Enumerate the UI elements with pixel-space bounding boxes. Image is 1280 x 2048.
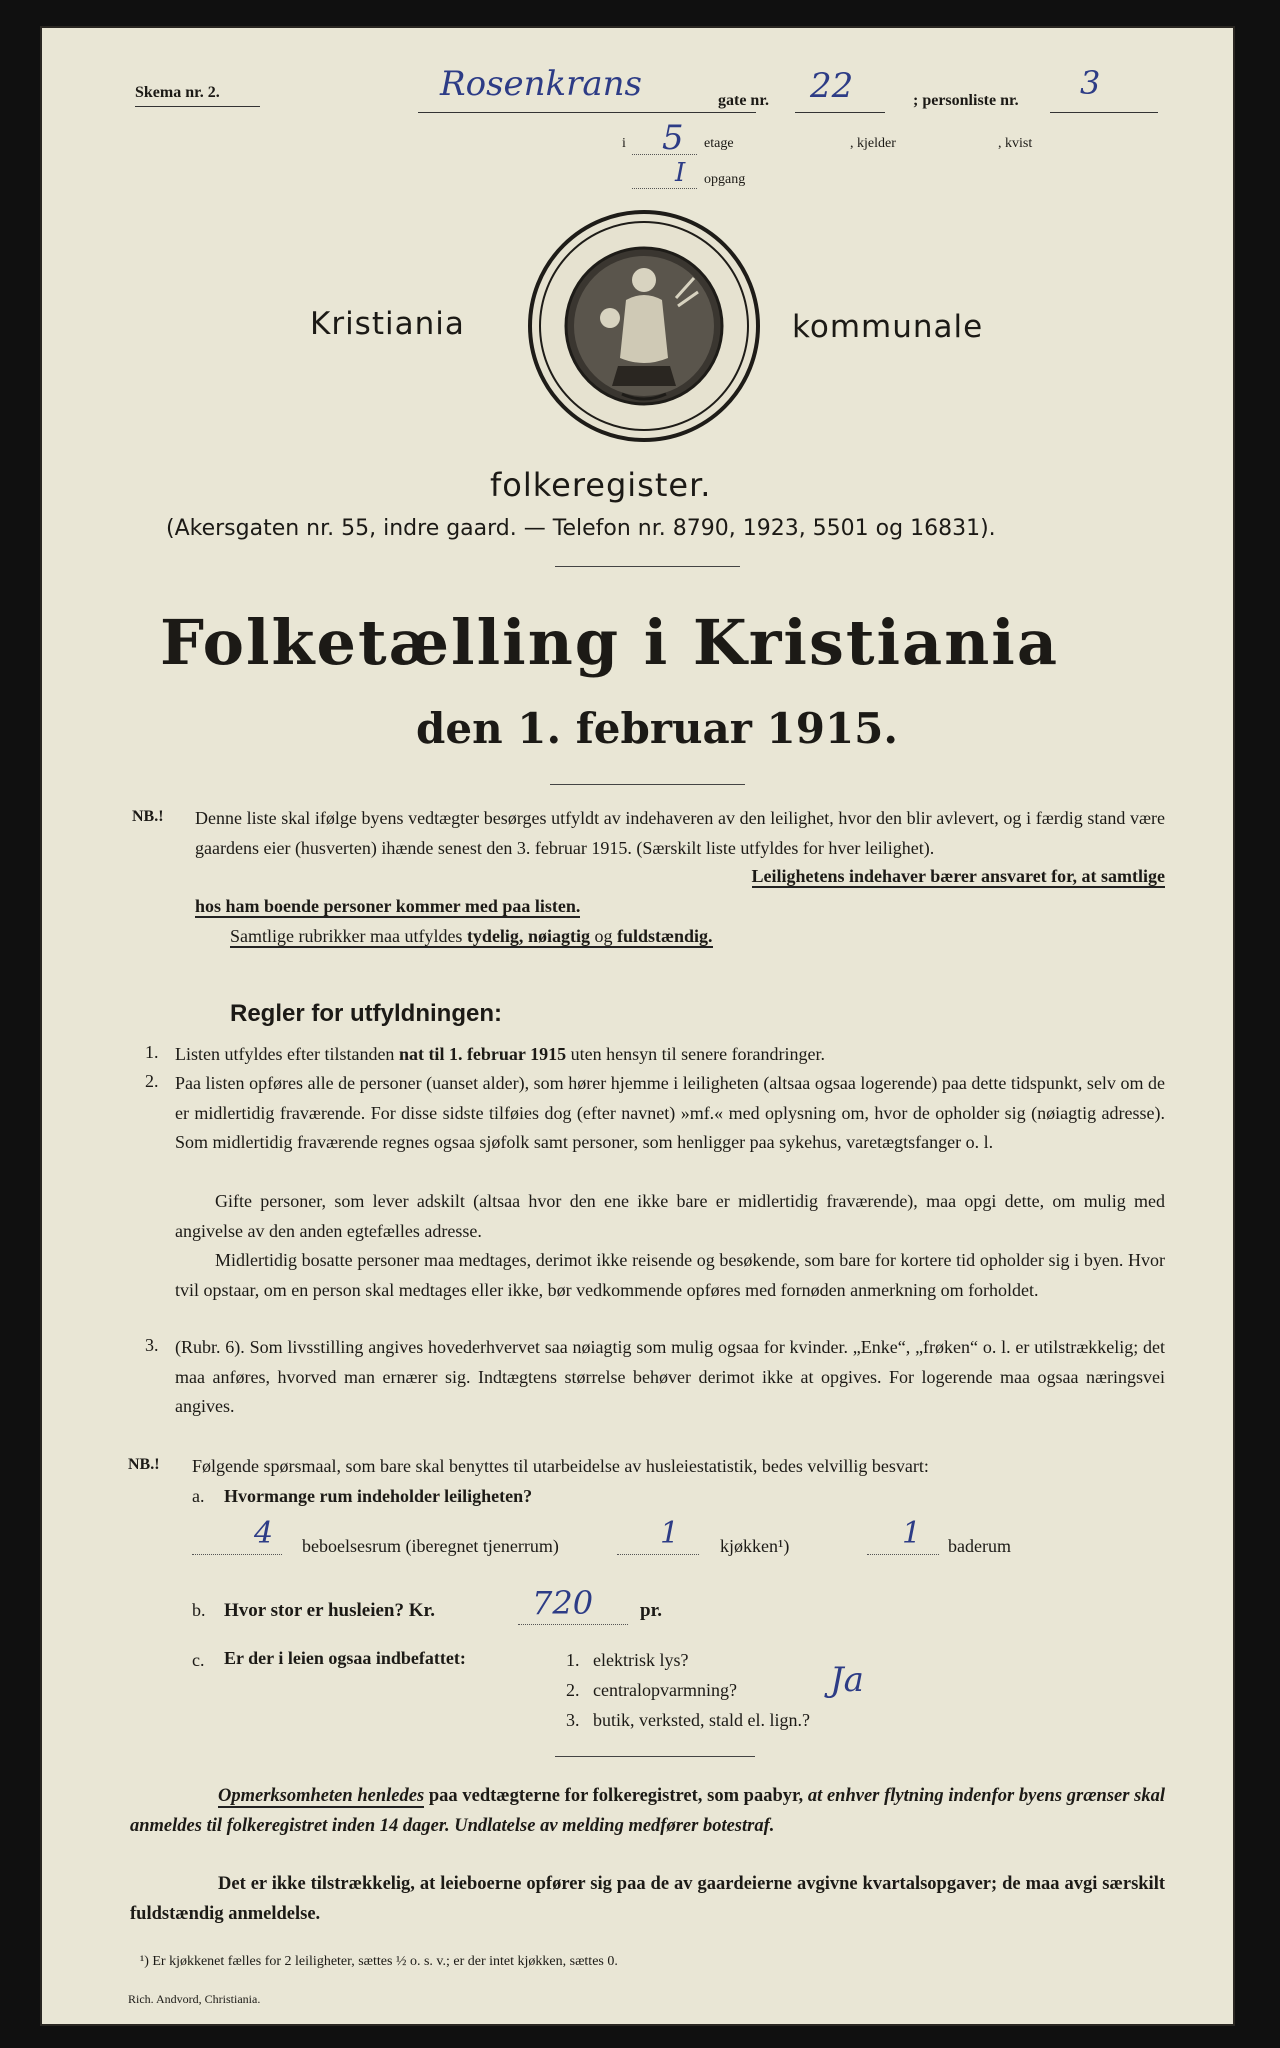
rule-2-number: 2. bbox=[145, 1071, 159, 1091]
gate-label: gate nr. bbox=[718, 92, 769, 109]
c-item-2-num: 2. bbox=[566, 1680, 580, 1700]
rooms-label: beboelsesrum (iberegnet tjenerrum) bbox=[302, 1536, 559, 1556]
city-seal-icon bbox=[526, 208, 762, 444]
gate-underline bbox=[795, 112, 885, 113]
rent-dots bbox=[518, 1624, 628, 1625]
nb1-note-og: og bbox=[594, 926, 613, 946]
gate-number-value: 22 bbox=[810, 66, 854, 106]
address-phone-line: (Akersgaten nr. 55, indre gaard. — Telefon nr. 8790, 1923, 5501 og 16831). bbox=[166, 516, 996, 541]
kitchen-label: kjøkken¹) bbox=[720, 1536, 790, 1556]
main-date: den 1. februar 1915. bbox=[416, 704, 899, 753]
rule-1-c: uten hensyn til senere forandringer. bbox=[570, 1044, 826, 1064]
nb1-note-pre: Samtlige rubrikker maa utfyldes bbox=[230, 926, 463, 946]
rent-value: 720 bbox=[532, 1584, 594, 1622]
rule-2-bosatte bbox=[175, 1246, 1165, 1305]
rules-heading: Regler for utfyldningen: bbox=[230, 1000, 502, 1027]
opgang-label: opgang bbox=[704, 172, 746, 187]
census-form-sheet bbox=[40, 26, 1235, 2026]
footnote: ¹) Er kjøkkenet fælles for 2 leiligheter, sættes ½ o. s. v.; er der intet kjøkken, sættes 0. bbox=[140, 1954, 618, 1969]
street-underline bbox=[418, 112, 756, 113]
rule-3-number: 3. bbox=[145, 1335, 159, 1355]
q-b-text: Hvor stor er husleien? Kr. bbox=[224, 1600, 435, 1621]
rule-1-number: 1. bbox=[145, 1042, 159, 1062]
nb1-note-b2: nøiagtig bbox=[527, 926, 590, 946]
street-value: Rosenkrans bbox=[440, 64, 643, 104]
rule-2-gifte bbox=[175, 1187, 1165, 1246]
printer-imprint: Rich. Andvord, Christiania. bbox=[128, 1992, 261, 2006]
c-item-1-text: elektrisk lys? bbox=[593, 1650, 689, 1670]
rule-1-a: Listen utfyldes efter tilstanden bbox=[175, 1044, 395, 1064]
notice-paragraph bbox=[130, 1782, 1165, 1841]
nb-label-2: NB.! bbox=[128, 1456, 160, 1473]
nb1-note-b1: tydelig, bbox=[466, 926, 524, 946]
opgang-dots bbox=[632, 188, 697, 189]
c-item-3-num: 3. bbox=[566, 1710, 580, 1730]
personliste-label: ; personliste nr. bbox=[913, 92, 1019, 109]
kitchen-dots bbox=[617, 1554, 699, 1555]
divider-3 bbox=[555, 1756, 755, 1757]
c-item-2 bbox=[566, 1680, 737, 1701]
etage-value: 5 bbox=[662, 118, 684, 158]
kjelder-label: , kjelder bbox=[850, 136, 896, 151]
bath-value: 1 bbox=[902, 1516, 922, 1551]
nb-label-1: NB.! bbox=[132, 808, 164, 825]
personliste-underline bbox=[1050, 112, 1158, 113]
rule-1 bbox=[175, 1040, 1165, 1070]
nb1-note-b3: fuldstændig. bbox=[616, 926, 713, 946]
rule-3 bbox=[175, 1333, 1165, 1422]
rule-1-b: nat til 1. februar 1915 bbox=[398, 1044, 567, 1064]
nb1-text: Denne liste skal ifølge byens vedtægter besørges utfyldt av indehaveren av den leilighet, hvor den blir avlevert, og i færdig stand være gaardens eier (husverten) ihænde senest den 3. februar 1915. (Særskilt liste utfyldes for hver leilighet). bbox=[195, 808, 1165, 858]
kvist-label: , kvist bbox=[998, 136, 1033, 151]
notice-2 bbox=[130, 1870, 1165, 1929]
nb1-paragraph bbox=[195, 804, 1165, 863]
q-a-text: Hvormange rum indeholder leiligheten? bbox=[224, 1486, 533, 1506]
central-heating-value: Ja bbox=[830, 1660, 864, 1700]
notice-2-text: Det er ikke tilstrækkelig, at leieboerne opfører sig paa de av gaardeierne avgivne kvartalsopgaver; de maa avgi særskilt fuldstændig anmeldelse. bbox=[130, 1874, 1165, 1924]
kitchen-value: 1 bbox=[660, 1516, 680, 1551]
rule-2-bosatte-text: Midlertidig bosatte personer maa medtages, derimot ikke reisende og besøkende, som bare for kortere tid opholder sig i byen. Hvor tvil opstaar, om en person skal medtages eller ikke, bør vedkommende opføres med fornøden anmerkning om forholdet. bbox=[175, 1250, 1165, 1300]
notice-lead: Opmerksomheten henledes bbox=[218, 1786, 425, 1806]
q-b-letter: b. bbox=[192, 1600, 206, 1620]
notice-mid: paa vedtægterne for folkeregistret, som paabyr, bbox=[428, 1786, 804, 1806]
rooms-dots bbox=[192, 1554, 282, 1555]
rule-2 bbox=[175, 1069, 1165, 1158]
nb1-bold-line1: Leilighetens indehaver bærer ansvaret for, at samtlige bbox=[751, 866, 1165, 886]
etage-label: etage bbox=[704, 136, 734, 151]
notice-italic: at enhver flytning indenfor byens grænser skal anmeldes til folkeregistret inden 14 dager. Undlatelse av melding medfører botestraf. bbox=[130, 1786, 1165, 1836]
rule-2-gifte-text: Gifte personer, som lever adskilt (altsaa hvor den ene ikke bare er midlertidig fraværende), maa opgi dette, om mulig med angivelse av den anden egtefælles adresse. bbox=[175, 1191, 1165, 1241]
kristiania-label: Kristiania bbox=[310, 306, 465, 342]
etage-dots bbox=[632, 154, 697, 155]
divider-1 bbox=[555, 566, 740, 567]
rooms-value: 4 bbox=[254, 1516, 274, 1551]
nb1-emphasis-block bbox=[195, 862, 1165, 921]
rule-3-text: (Rubr. 6). Som livsstilling angives hovederhvervet saa nøiagtig som mulig ogsaa for kvinder. „Enke“, „frøken“ o. l. er utilstrækkelig; det maa anføres, hvorved man ernærer sig. Indtægtens størrelse behøver derimot ikke at opgives. For logerende maa ogsaa næringsvei angives. bbox=[175, 1337, 1165, 1416]
kommunale-label: kommunale bbox=[792, 309, 984, 345]
rule-2-text: Paa listen opføres alle de personer (uanset alder), som hører hjemme i leiligheten (altsaa ogsaa logerende) paa dette tidspunkt, selv om de er midlertidig fraværende. For disse sidste tilføies dog (efter navnet) »mf.« med oplysning om, hvor de opholder sig (nøiagtig adresse). Som midlertidig fraværende regnes ogsaa sjøfolk samt personer, som henligger paa sykehus, varetægtsfanger o. l. bbox=[175, 1073, 1165, 1152]
c-item-3-text: butik, verksted, stald el. lign.? bbox=[593, 1710, 810, 1730]
q-a-letter: a. bbox=[192, 1486, 205, 1506]
schema-label: Skema nr. 2. bbox=[135, 84, 220, 101]
i-label: i bbox=[622, 136, 626, 151]
c-item-2-text: centralopvarmning? bbox=[593, 1680, 737, 1700]
folkeregister-label: folkeregister. bbox=[490, 466, 712, 504]
schema-underline bbox=[135, 106, 260, 107]
c-item-1 bbox=[566, 1650, 688, 1671]
bath-label: baderum bbox=[948, 1536, 1011, 1556]
opgang-value: I bbox=[675, 158, 686, 188]
q-c-letter: c. bbox=[192, 1650, 205, 1670]
main-title: Folketælling i Kristiania bbox=[160, 606, 1060, 679]
rent-unit: pr. bbox=[640, 1600, 663, 1621]
q-c-text: Er der i leien ogsaa indbefattet: bbox=[224, 1648, 466, 1668]
c-item-3 bbox=[566, 1710, 810, 1731]
nb2-intro-text: Følgende spørsmaal, som bare skal benyttes til utarbeidelse av husleiestatistik, bedes velvillig besvart: bbox=[192, 1456, 929, 1476]
divider-2 bbox=[550, 784, 745, 785]
nb1-bold-line2: hos ham boende personer kommer med paa listen. bbox=[195, 895, 581, 916]
nb2-intro bbox=[192, 1452, 1167, 1482]
personliste-value: 3 bbox=[1080, 64, 1101, 102]
nb1-note bbox=[230, 922, 713, 952]
bath-dots bbox=[867, 1554, 939, 1555]
c-item-1-num: 1. bbox=[566, 1650, 580, 1670]
